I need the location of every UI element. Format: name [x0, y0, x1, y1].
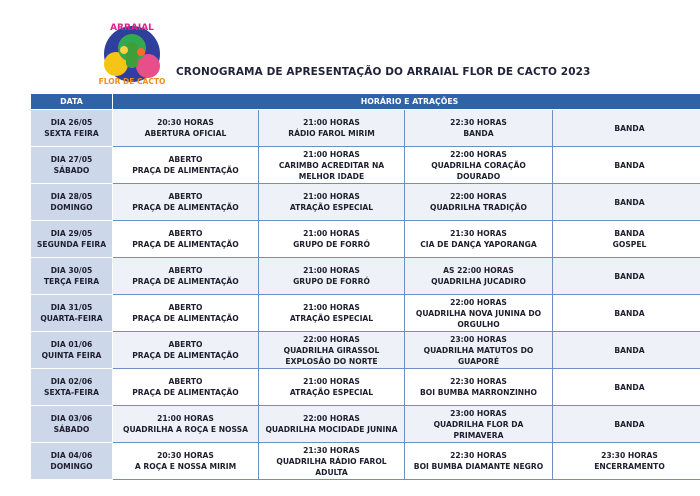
- event-cell: [113, 221, 259, 258]
- event-text: BANDA: [463, 129, 494, 138]
- event-text: BANDA: [614, 197, 645, 207]
- event-text: QUADRILHA FLOR DA: [433, 419, 524, 429]
- event-cell: [113, 258, 259, 295]
- date-text: DIA 04/06: [50, 451, 93, 460]
- event-text: 21:30 HORAS: [303, 445, 360, 455]
- date-text: SEXTA-FEIRA: [43, 388, 100, 397]
- event-text: PRAÇA DE ALIMENTAÇÃO: [132, 388, 239, 397]
- event-text: BANDA: [614, 229, 645, 238]
- event-text: BANDA: [614, 123, 645, 133]
- event-text: 22:00 HORAS: [303, 414, 360, 423]
- event-text: 22:30 HORAS: [450, 451, 507, 460]
- event-text: EXPLOSÃO DO NORTE: [285, 356, 378, 366]
- event-text: 20:30 HORAS: [157, 451, 214, 460]
- event-text: 22:30 HORAS: [450, 377, 507, 386]
- event-cell: [405, 443, 553, 480]
- event-text: GUAPORÉ: [457, 356, 500, 366]
- event-text: 23:00 HORAS: [450, 334, 507, 344]
- event-cell: [553, 369, 700, 406]
- event-cell: [553, 184, 700, 221]
- event-cell: [405, 147, 553, 184]
- event-cell: [259, 332, 405, 369]
- table-row: [31, 406, 700, 443]
- event-text: 21:30 HORAS: [450, 229, 507, 238]
- date-cell: [31, 184, 113, 221]
- event-cell: [113, 332, 259, 369]
- date-text: DOMINGO: [50, 203, 93, 212]
- date-text: DOMINGO: [50, 462, 93, 471]
- event-cell: [113, 184, 259, 221]
- event-text: CIA DE DANÇA YAPORANGA: [420, 240, 537, 249]
- arraial-logo: [96, 18, 168, 88]
- event-cell: [553, 147, 700, 184]
- table-row: [31, 258, 700, 295]
- event-text: 21:00 HORAS: [303, 192, 360, 201]
- event-text: PRAÇA DE ALIMENTAÇÃO: [132, 240, 239, 249]
- event-cell: [113, 110, 259, 147]
- event-text: ABERTO: [168, 266, 203, 275]
- event-text: 22:00 HORAS: [450, 297, 507, 307]
- date-text: QUARTA-FEIRA: [40, 314, 103, 323]
- date-text: SEGUNDA FEIRA: [36, 240, 107, 249]
- event-cell: [259, 295, 405, 332]
- event-text: ADULTA: [315, 467, 348, 477]
- table-row: [31, 184, 700, 221]
- event-cell: [259, 110, 405, 147]
- event-text: QUADRILHA JUCADIRO: [431, 277, 526, 286]
- page-title: CRONOGRAMA DE APRESENTAÇÃO DO ARRAIAL FLOR DE CACTO 2023: [176, 66, 591, 78]
- event-text: PRAÇA DE ALIMENTAÇÃO: [132, 166, 239, 175]
- event-text: 21:00 HORAS: [303, 149, 360, 159]
- logo-text-top: ARRAIAL: [110, 23, 154, 33]
- event-cell: [113, 295, 259, 332]
- event-cell: [259, 443, 405, 480]
- event-cell: [553, 406, 700, 443]
- event-text: PRIMAVERA: [453, 430, 504, 440]
- date-cell: [31, 295, 113, 332]
- event-cell: [553, 295, 700, 332]
- date-cell: [31, 147, 113, 184]
- date-text: DIA 03/06: [50, 414, 93, 423]
- event-cell: [405, 110, 553, 147]
- event-cell: [405, 184, 553, 221]
- date-text: TERÇA FEIRA: [43, 277, 100, 286]
- event-text: 21:00 HORAS: [303, 266, 360, 275]
- event-cell: [553, 332, 700, 369]
- event-text: QUADRILHA MOCIDADE JUNINA: [265, 425, 398, 434]
- table-row: [31, 295, 700, 332]
- event-text: RÁDIO FAROL MIRIM: [288, 129, 375, 138]
- event-text: 21:00 HORAS: [303, 377, 360, 386]
- event-text: PRAÇA DE ALIMENTAÇÃO: [132, 351, 239, 360]
- event-cell: [405, 221, 553, 258]
- date-cell: [31, 369, 113, 406]
- event-text: QUADRILHA TRADIÇÃO: [430, 203, 527, 212]
- event-text: 20:30 HORAS: [157, 118, 214, 127]
- event-cell: [113, 147, 259, 184]
- event-text: BANDA: [614, 419, 645, 429]
- event-cell: [259, 221, 405, 258]
- event-text: ORGULHO: [457, 319, 500, 329]
- event-cell: [259, 369, 405, 406]
- event-text: MELHOR IDADE: [298, 171, 365, 181]
- event-text: ABERTO: [168, 303, 203, 312]
- event-text: QUADRILHA GIRASSOL: [283, 345, 380, 355]
- date-text: DIA 31/05: [50, 303, 93, 312]
- table-row: [31, 332, 700, 369]
- event-text: QUADRILHA NOVA JUNINA DO: [415, 308, 542, 318]
- date-text: DIA 27/05: [50, 155, 93, 164]
- event-cell: [553, 443, 700, 480]
- date-cell: [31, 258, 113, 295]
- event-text: BANDA: [614, 160, 645, 170]
- event-text: ABERTO: [168, 229, 203, 238]
- event-cell: [405, 369, 553, 406]
- date-text: DIA 02/06: [50, 377, 93, 386]
- event-text: 21:00 HORAS: [303, 229, 360, 238]
- date-text: DIA 29/05: [50, 229, 93, 238]
- event-text: ATRAÇÃO ESPECIAL: [289, 388, 374, 397]
- event-text: 23:00 HORAS: [450, 408, 507, 418]
- event-cell: [553, 110, 700, 147]
- event-text: GRUPO DE FORRÓ: [293, 277, 370, 286]
- event-text: 22:00 HORAS: [450, 192, 507, 201]
- event-cell: [113, 369, 259, 406]
- event-text: 22:00 HORAS: [303, 334, 360, 344]
- event-text: ABERTO: [168, 340, 203, 349]
- event-cell: [259, 258, 405, 295]
- event-text: ABERTO: [168, 155, 203, 164]
- table-row: [31, 110, 700, 147]
- event-text: QUADRILHA CORAÇÃO: [431, 160, 526, 170]
- column-header-events: HORÁRIO E ATRAÇÕES: [113, 94, 700, 110]
- logo-text-bottom: FLOR DE CACTO: [98, 77, 166, 86]
- event-text: 22:00 HORAS: [450, 149, 507, 159]
- date-cell: [31, 221, 113, 258]
- date-cell: [31, 443, 113, 480]
- date-text: DIA 30/05: [50, 266, 93, 275]
- event-text: BANDA: [614, 345, 645, 355]
- table-row: [31, 443, 700, 480]
- event-text: BANDA: [614, 271, 645, 281]
- event-cell: [553, 258, 700, 295]
- table-row: [31, 369, 700, 406]
- event-text: BANDA: [614, 382, 645, 392]
- date-text: DIA 26/05: [50, 118, 93, 127]
- date-text: QUINTA FEIRA: [41, 351, 102, 360]
- date-text: SÁBADO: [53, 166, 90, 175]
- table-row: [31, 221, 700, 258]
- event-text: BOI BUMBA DIAMANTE NEGRO: [413, 462, 544, 471]
- event-cell: [259, 184, 405, 221]
- event-text: A ROÇA E NOSSA MIRIM: [134, 462, 237, 471]
- event-text: AS 22:00 HORAS: [443, 266, 514, 275]
- schedule-table: [30, 93, 700, 480]
- event-cell: [259, 406, 405, 443]
- event-cell: [405, 406, 553, 443]
- date-cell: [31, 332, 113, 369]
- event-text: QUADRILHA RÁDIO FAROL: [276, 456, 387, 466]
- event-text: 23:30 HORAS: [601, 451, 658, 460]
- event-cell: [405, 295, 553, 332]
- event-text: DOURADO: [456, 171, 501, 181]
- date-cell: [31, 406, 113, 443]
- table-header-row: [31, 94, 700, 110]
- date-text: DIA 01/06: [50, 340, 93, 349]
- event-text: 22:30 HORAS: [450, 118, 507, 127]
- column-header-date: DATA: [31, 94, 113, 110]
- event-text: 21:00 HORAS: [157, 414, 214, 423]
- event-text: PRAÇA DE ALIMENTAÇÃO: [132, 203, 239, 212]
- event-text: QUADRILHA A ROÇA E NOSSA: [123, 425, 248, 434]
- event-text: ABERTO: [168, 192, 203, 201]
- event-cell: [553, 221, 700, 258]
- event-text: GRUPO DE FORRÓ: [293, 240, 370, 249]
- event-text: CARIMBO ACREDITAR NA: [278, 160, 385, 170]
- date-text: DIA 28/05: [50, 192, 93, 201]
- date-text: SEXTA FEIRA: [44, 129, 99, 138]
- table-row: [31, 147, 700, 184]
- date-text: SÁBADO: [53, 425, 90, 434]
- event-text: ATRAÇÃO ESPECIAL: [289, 203, 374, 212]
- event-cell: [113, 443, 259, 480]
- date-cell: [31, 110, 113, 147]
- event-cell: [405, 258, 553, 295]
- event-text: ABERTO: [168, 377, 203, 386]
- event-text: ATRAÇÃO ESPECIAL: [289, 314, 374, 323]
- event-text: BANDA: [614, 308, 645, 318]
- event-text: 21:00 HORAS: [303, 118, 360, 127]
- event-text: GOSPEL: [612, 240, 647, 249]
- event-text: QUADRILHA MATUTOS DO: [423, 345, 534, 355]
- event-cell: [405, 332, 553, 369]
- event-text: ENCERRAMENTO: [594, 462, 665, 471]
- event-cell: [259, 147, 405, 184]
- event-text: 21:00 HORAS: [303, 303, 360, 312]
- event-text: PRAÇA DE ALIMENTAÇÃO: [132, 314, 239, 323]
- event-text: BOI BUMBA MARRONZINHO: [420, 388, 537, 397]
- event-text: PRAÇA DE ALIMENTAÇÃO: [132, 277, 239, 286]
- event-text: ABERTURA OFICIAL: [144, 129, 227, 138]
- event-cell: [113, 406, 259, 443]
